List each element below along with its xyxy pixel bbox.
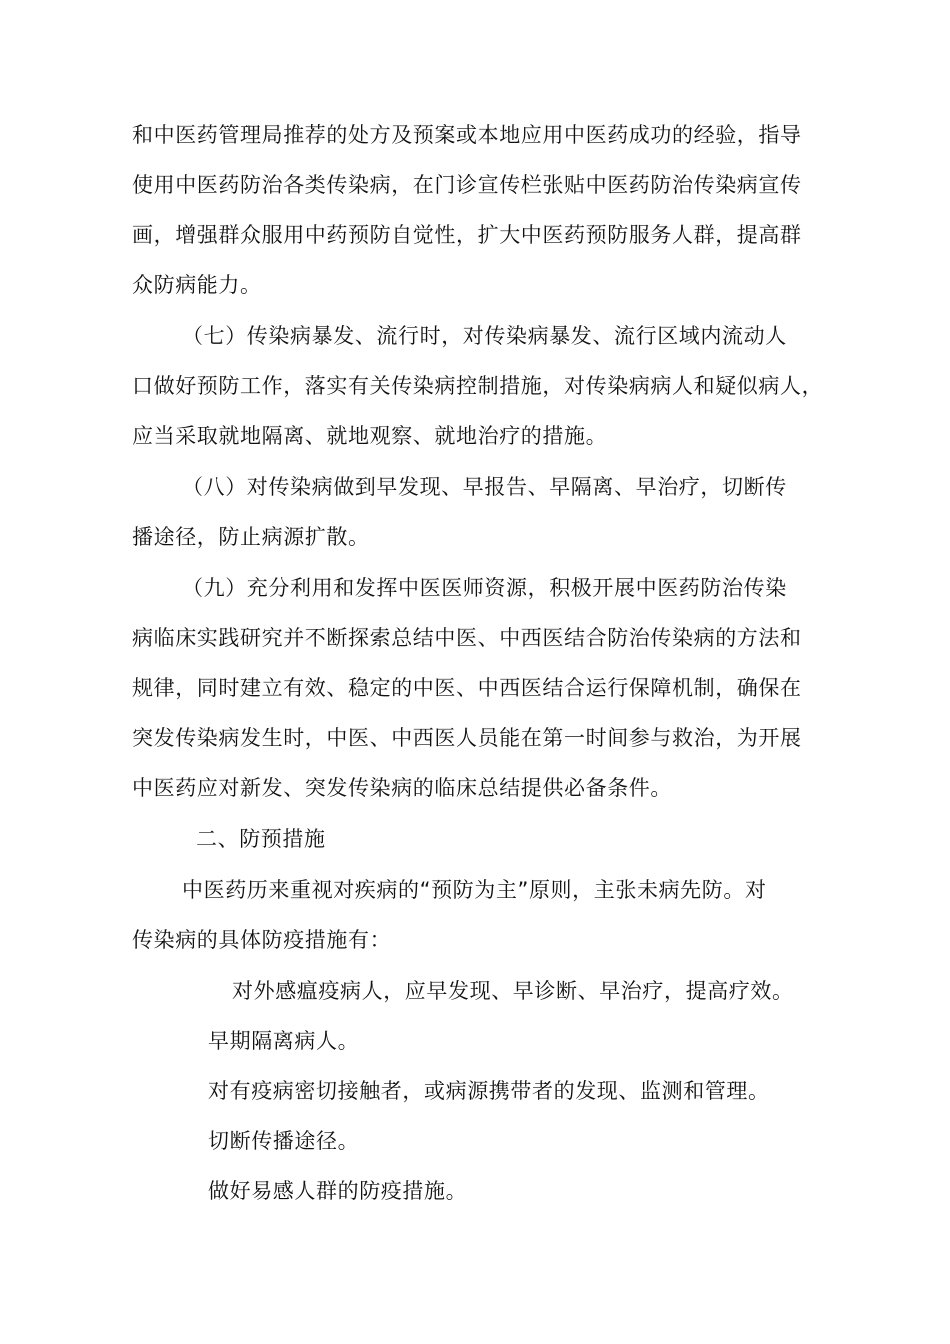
list-item: 切断传播途径。: [208, 1129, 360, 1153]
list-item: 对有疫病密切接触者，或病源携带者的发现、监测和管理。: [208, 1079, 770, 1103]
paragraph-line: 传染病的具体防疫措施有：: [132, 928, 392, 952]
list-item: 早期隔离病人。: [208, 1029, 360, 1053]
paragraph-line: 突发传染病发生时，中医、中西医人员能在第一时间参与救治，为开展: [132, 726, 802, 750]
section-heading: 二、防预措施: [196, 827, 326, 851]
paragraph-line: 众防病能力。: [132, 273, 262, 297]
paragraph-line: 中医药历来重视对疾病的“预防为主”原则，主张未病先防。对: [182, 878, 767, 902]
paragraph-line: 使用中医药防治各类传染病，在门诊宣传栏张贴中医药防治传染病宣传: [132, 173, 802, 197]
list-item: 对外感瘟疫病人，应早发现、早诊断、早治疗，提高疗效。: [232, 979, 794, 1003]
paragraph-line: 画，增强群众服用中药预防自觉性，扩大中医药预防服务人群，提高群: [132, 223, 802, 247]
paragraph-line: 规律，同时建立有效、稳定的中医、中西医结合运行保障机制，确保在: [132, 676, 802, 700]
paragraph-line: 应当采取就地隔离、就地观察、就地治疗的措施。: [132, 424, 608, 448]
list-item: 做好易感人群的防疫措施。: [208, 1179, 468, 1203]
paragraph-line: 病临床实践研究并不断探索总结中医、中西医结合防治传染病的方法和: [132, 626, 802, 650]
paragraph-line: 口做好预防工作，落实有关传染病控制措施，对传染病病人和疑似病人，: [132, 374, 824, 398]
paragraph-line: （七）传染病暴发、流行时，对传染病暴发、流行区域内流动人: [182, 324, 787, 348]
paragraph-line: 中医药应对新发、突发传染病的临床总结提供必备条件。: [132, 776, 672, 800]
paragraph-line: （九）充分利用和发挥中医医师资源，积极开展中医药防治传染: [182, 576, 787, 600]
paragraph-line: 和中医药管理局推荐的处方及预案或本地应用中医药成功的经验，指导: [132, 123, 802, 147]
paragraph-line: （八）对传染病做到早发现、早报告、早隔离、早治疗，切断传: [182, 475, 787, 499]
paragraph-line: 播途径，防止病源扩散。: [132, 525, 370, 549]
